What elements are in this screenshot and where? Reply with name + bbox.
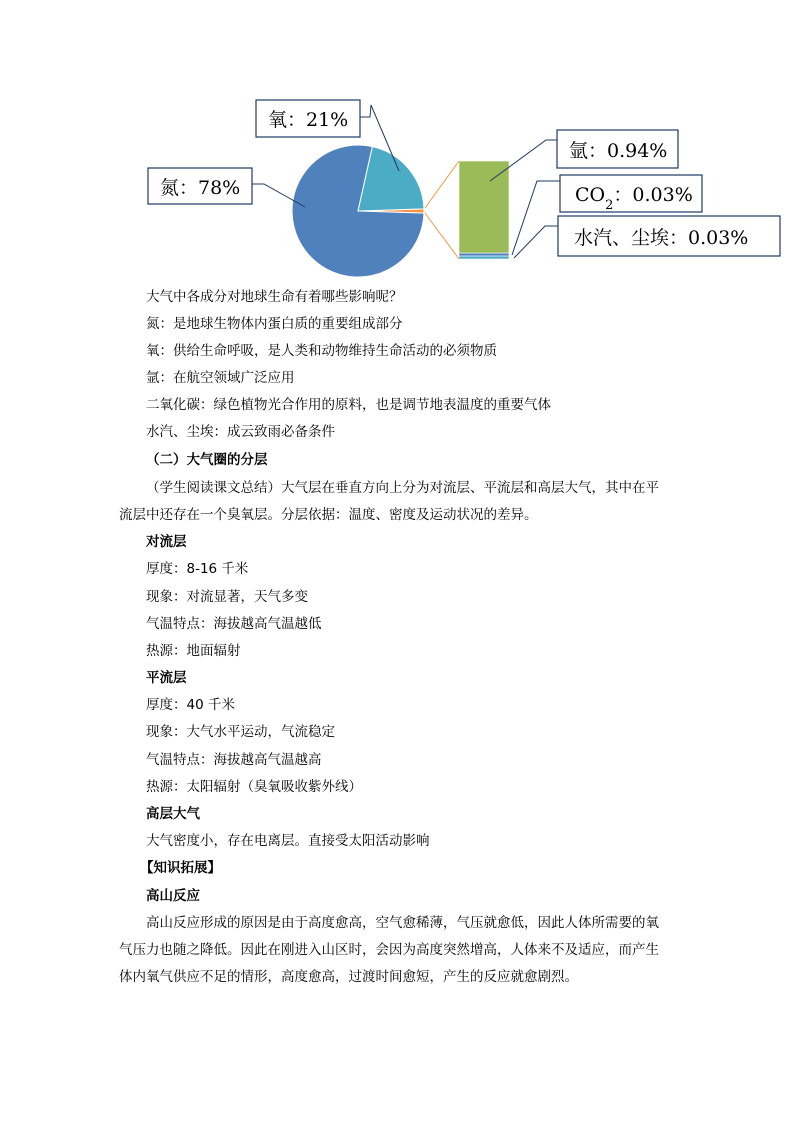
co2-label: $CO_2$：0.03% [575,184,693,213]
answer-nitrogen: 氮：是地球生物体内蛋白质的重要组成部分 [146,316,403,332]
altitude-sickness-line-3: 体内氧气供应不足的情形，高度愈高，过渡时间愈短，产生的反应就愈剧烈。 [119,969,578,985]
upper-atmosphere-text: 大气密度小，存在电离层。直接受太阳活动影响 [146,833,430,849]
extension-heading: 【知识拓展】 [140,860,221,876]
answer-argon: 氩：在航空领域广泛应用 [146,370,295,386]
section-heading: （二）大气圈的分层 [146,452,268,468]
altitude-sickness-line-1: 高山反应形成的原因是由于高度愈高，空气愈稀薄，气压就愈低，因此人体所需要的氧 [146,915,659,931]
troposphere-temperature: 气温特点：海拔越高气温越低 [146,616,322,632]
nitrogen-label: 氮：78% [160,177,241,199]
stratosphere-thickness: 厚度：40 千米 [146,697,235,713]
stratosphere-heat-source: 热源：太阳辐射（臭氧吸收紫外线） [146,779,362,795]
vapor-label: 水汽、尘埃：0.03% [574,227,749,249]
stratosphere-title: 平流层 [146,670,187,686]
answer-co2: 二氧化碳：绿色植物光合作用的原料，也是调节地表温度的重要气体 [146,397,551,413]
upper-atmosphere-title: 高层大气 [146,806,200,822]
intro-line-1: （学生阅读课文总结）大气层在垂直方向上分为对流层、平流层和高层大气，其中在平 [146,480,659,496]
troposphere-thickness: 厚度：8-16 千米 [146,561,249,577]
altitude-sickness-line-2: 气压力也随之降低。因此在刚进入山区时，会因为高度突然增高，人体来不及适应，而产生 [119,942,659,958]
stratosphere-phenomenon: 现象：大气水平运动，气流稳定 [146,724,335,740]
troposphere-title: 对流层 [146,534,187,550]
stratosphere-temperature: 气温特点：海拔越高气温越高 [146,752,322,768]
oxygen-label: 氧：21% [268,109,349,131]
answer-oxygen: 氧：供给生命呼吸，是人类和动物维持生命活动的必须物质 [146,343,497,359]
answer-vapor: 水汽、尘埃：成云致雨必备条件 [146,424,335,440]
question-title: 大气中各成分对地球生命有着哪些影响呢？ [146,289,403,305]
altitude-sickness-title: 高山反应 [146,888,200,904]
troposphere-heat-source: 热源：地面辐射 [146,643,241,659]
intro-line-2: 流层中还存在一个臭氧层。分层依据：温度、密度及运动状况的差异。 [119,507,538,523]
argon-label: 氩：0.94% [569,140,668,162]
troposphere-phenomenon: 现象：对流显著，天气多变 [146,589,308,605]
